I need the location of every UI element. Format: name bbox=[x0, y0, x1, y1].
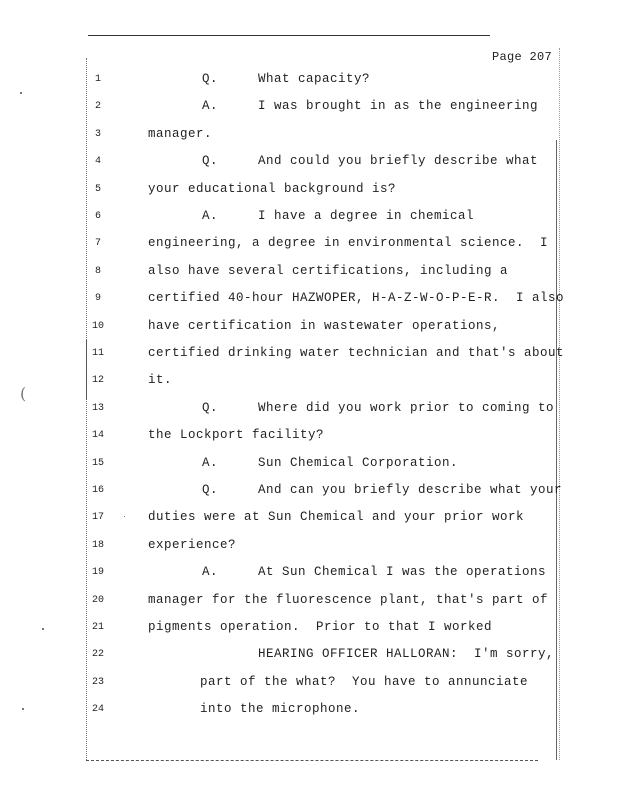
line-number: 13 bbox=[91, 402, 104, 414]
transcript-line bbox=[0, 456, 618, 474]
transcript-line bbox=[0, 99, 618, 117]
line-text: part of the what? You have to annunciate bbox=[200, 674, 529, 689]
transcript-line bbox=[0, 127, 618, 145]
line-text: have certification in wastewater operations, bbox=[148, 318, 501, 333]
line-number: 18 bbox=[91, 539, 104, 551]
line-number: 19 bbox=[91, 567, 104, 579]
line-text: A. Sun Chemical Corporation. bbox=[202, 455, 459, 470]
transcript-line bbox=[0, 647, 618, 665]
line-text: certified 40-hour HAZWOPER, H-A-Z-W-O-P-E-R. I also bbox=[148, 291, 565, 306]
transcript-line bbox=[0, 209, 618, 227]
line-text: also have several certifications, including a bbox=[148, 263, 509, 278]
scan-speck bbox=[124, 516, 125, 517]
line-text: certified drinking water technician and that's about bbox=[148, 346, 565, 360]
line-number: 20 bbox=[91, 594, 104, 606]
line-text: experience? bbox=[148, 537, 237, 552]
transcript-line bbox=[0, 593, 618, 611]
line-number: 8 bbox=[94, 265, 101, 277]
transcript-line bbox=[0, 483, 618, 501]
transcript-line bbox=[0, 510, 618, 528]
transcript-line bbox=[0, 346, 618, 364]
line-number: 2 bbox=[94, 101, 101, 113]
scan-mark: ( bbox=[20, 384, 27, 403]
line-text: manager. bbox=[148, 126, 213, 141]
line-number: 16 bbox=[91, 485, 104, 496]
line-text: it. bbox=[148, 373, 173, 388]
bottom-rule bbox=[86, 760, 538, 761]
transcript-line bbox=[0, 675, 618, 693]
transcript-line bbox=[0, 264, 618, 282]
line-text: Q. What capacity? bbox=[202, 72, 371, 86]
line-text: A. I was brought in as the engineering bbox=[202, 99, 539, 114]
scan-speck bbox=[42, 628, 44, 630]
line-text: A. At Sun Chemical I was the operations bbox=[202, 565, 547, 580]
transcript-line bbox=[0, 702, 618, 720]
line-text: your educational background is? bbox=[148, 181, 397, 196]
transcript-line bbox=[0, 236, 618, 254]
line-text: Q. Where did you work prior to coming to bbox=[202, 400, 555, 415]
line-number: 14 bbox=[91, 430, 104, 442]
line-text: HEARING OFFICER HALLORAN: I'm sorry, bbox=[258, 647, 555, 662]
line-number: 12 bbox=[91, 375, 104, 387]
transcript-line bbox=[0, 319, 618, 337]
line-number: 21 bbox=[91, 622, 104, 633]
line-number: 22 bbox=[91, 649, 104, 661]
line-number: 24 bbox=[91, 704, 104, 716]
scan-speck bbox=[22, 708, 24, 710]
line-text: engineering, a degree in environmental science. I bbox=[148, 236, 549, 251]
transcript-line bbox=[0, 538, 618, 556]
line-number: 3 bbox=[94, 128, 101, 140]
transcript-line bbox=[0, 182, 618, 200]
line-text: the Lockport facility? bbox=[148, 428, 325, 443]
right-margin-rule bbox=[556, 140, 557, 760]
line-number: 11 bbox=[91, 348, 104, 359]
line-text: into the microphone. bbox=[200, 702, 361, 717]
line-number: 1 bbox=[94, 74, 101, 85]
line-text: Q. And can you briefly describe what your bbox=[202, 483, 563, 497]
line-text: pigments operation. Prior to that I worked bbox=[148, 620, 493, 634]
transcript-line bbox=[0, 428, 618, 446]
line-number: 23 bbox=[91, 676, 104, 688]
transcript-line bbox=[0, 154, 618, 172]
transcript-line bbox=[0, 620, 618, 638]
transcript-line bbox=[0, 401, 618, 419]
line-number: 17 bbox=[91, 512, 104, 524]
line-number: 7 bbox=[94, 238, 101, 250]
page-number: Page 207 bbox=[492, 50, 553, 64]
top-rule bbox=[88, 35, 490, 36]
line-number: 5 bbox=[94, 183, 101, 195]
transcript-line bbox=[0, 373, 618, 391]
line-number: 9 bbox=[94, 293, 101, 305]
line-number: 15 bbox=[91, 457, 104, 469]
line-text: A. I have a degree in chemical bbox=[202, 209, 475, 223]
transcript-line bbox=[0, 291, 618, 309]
line-number: 10 bbox=[91, 320, 104, 332]
transcript-line bbox=[0, 565, 618, 583]
line-number: 6 bbox=[94, 211, 101, 222]
line-text: Q. And could you briefly describe what bbox=[202, 154, 539, 169]
line-number: 4 bbox=[94, 156, 101, 168]
transcript-line bbox=[0, 72, 618, 90]
line-text: duties were at Sun Chemical and your prior work bbox=[148, 510, 525, 525]
scan-speck bbox=[20, 92, 22, 94]
line-text: manager for the fluorescence plant, that's part of bbox=[148, 592, 549, 607]
